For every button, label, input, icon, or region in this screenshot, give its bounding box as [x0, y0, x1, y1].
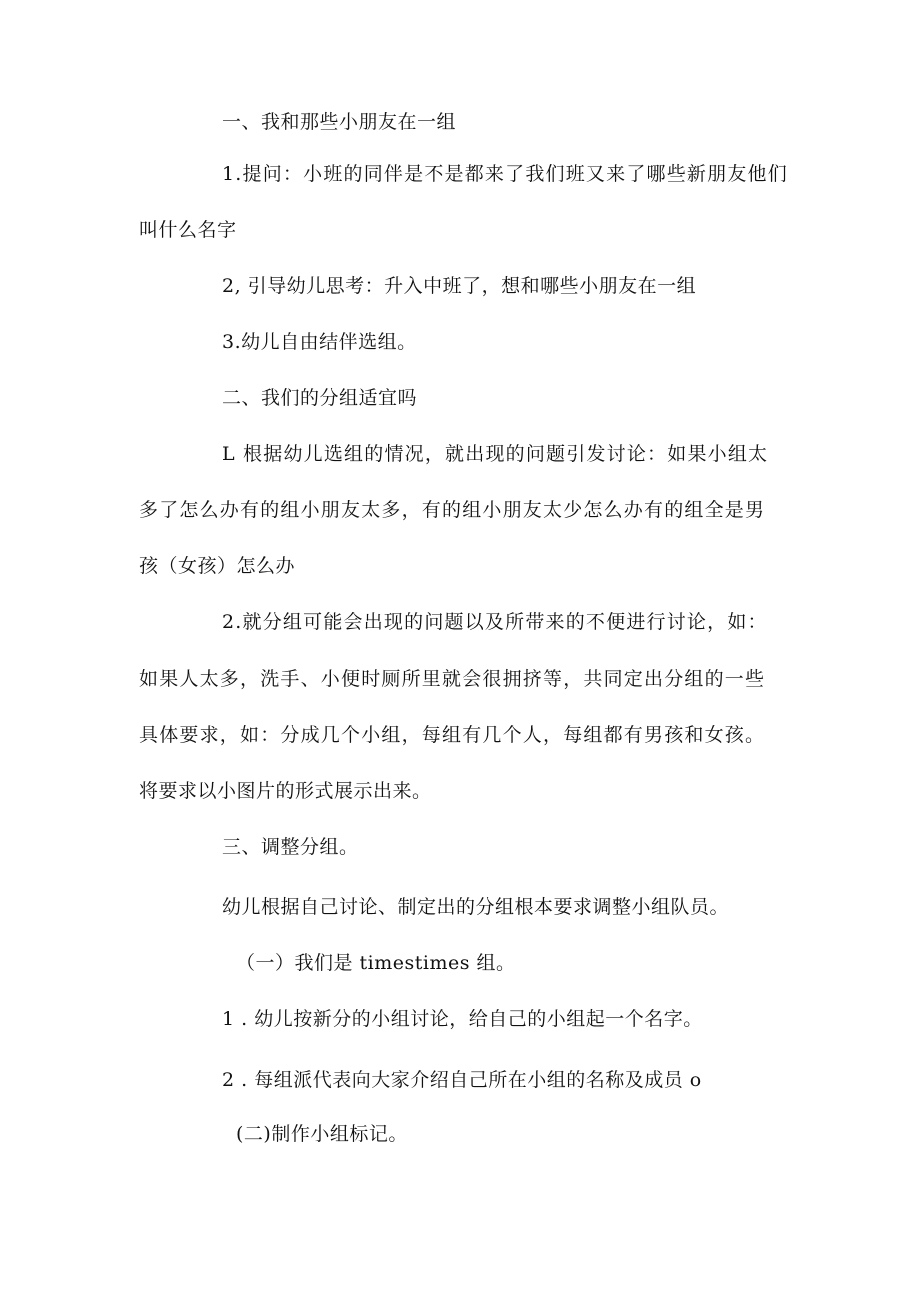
- paragraph-line: 2.就分组可能会出现的问题以及所带来的不便进行讨论，如：: [222, 611, 768, 633]
- list-item: 2 . 每组派代表向大家介绍自己所在小组的名称及成员 o: [222, 1069, 702, 1091]
- paragraph-line: 3.幼儿自由结伴选组。: [222, 331, 417, 353]
- paragraph-line: 幼儿根据自己讨论、制定出的分组根本要求调整小组队员。: [222, 896, 730, 918]
- heading-section-1: 一、我和那些小朋友在一组: [222, 111, 457, 133]
- paragraph-line: 2, 引导幼儿思考：升入中班了，想和哪些小朋友在一组: [222, 275, 697, 297]
- heading-section-2: 二、我们的分组适宜吗: [222, 387, 418, 409]
- list-item: 1 . 幼儿按新分的小组讨论，给自己的小组起一个名字。: [222, 1008, 703, 1030]
- paragraph-line: 如果人太多，洗手、小便时厕所里就会很拥挤等，共同定出分组的一些: [139, 668, 766, 690]
- paragraph-line: 多了怎么办有的组小朋友太多，有的组小朋友太少怎么办有的组全是男: [139, 499, 766, 521]
- subheading-group-2: (二)制作小组标记。: [236, 1123, 408, 1145]
- heading-section-3: 三、调整分组。: [222, 836, 359, 858]
- paragraph-line: L 根据幼儿选组的情况，就出现的问题引发讨论：如果小组太: [222, 443, 769, 465]
- paragraph-line: 孩（女孩）怎么办: [139, 555, 296, 577]
- paragraph-line: 叫什么名字: [139, 219, 237, 241]
- paragraph-line: 1.提问：小班的同伴是不是都来了我们班又来了哪些新朋友他们: [222, 163, 788, 185]
- subheading-group-1: （一）我们是 timestimes 组。: [236, 952, 516, 974]
- paragraph-line: 将要求以小图片的形式展示出来。: [139, 780, 432, 802]
- paragraph-line: 具体要求，如：分成几个小组，每组有几个人，每组都有男孩和女孩。: [139, 724, 766, 746]
